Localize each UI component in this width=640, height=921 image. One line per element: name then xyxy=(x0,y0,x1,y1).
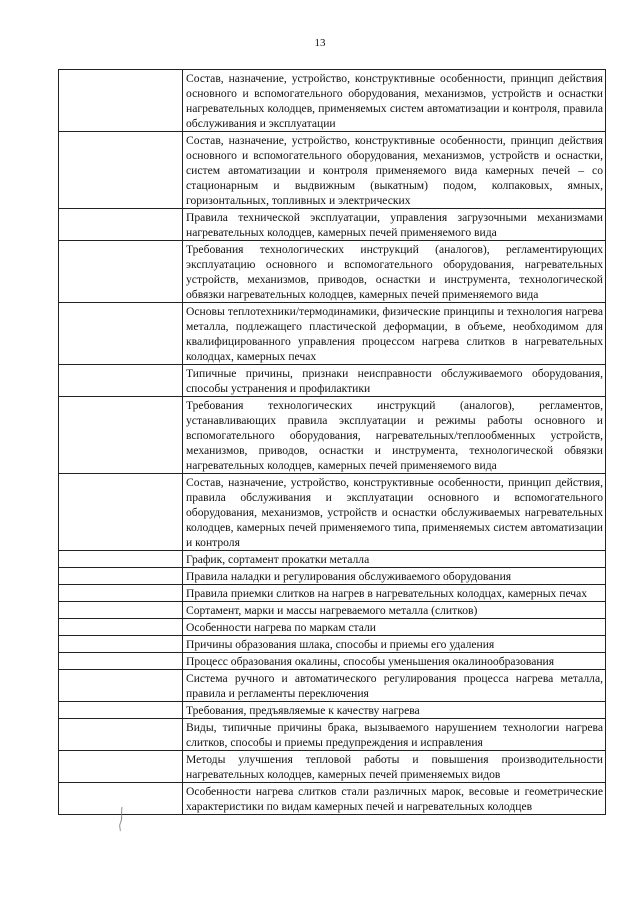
table-row xyxy=(59,636,606,653)
row-content-cell xyxy=(183,585,606,602)
knowledge-item-text: Состав, назначение, устройство, конструктивные особенности, принцип действия основного и вспомогательного оборудования, механизмов, устройств и оснастки, систем автоматизации и контроля применяемого вида камерных печей – со стационарным и выдвижным (выкатным) подом, колпаковых, ямных, горизонтальных, топливных и электрических xyxy=(186,134,603,207)
table-row xyxy=(59,751,606,783)
row-content-cell xyxy=(183,568,606,585)
row-label-cell xyxy=(59,241,183,303)
table-row xyxy=(59,70,606,132)
row-content-cell xyxy=(183,70,606,132)
table-row xyxy=(59,602,606,619)
row-label-cell xyxy=(59,702,183,719)
row-label-cell xyxy=(59,209,183,241)
row-content-cell xyxy=(183,397,606,474)
requirements-table-body xyxy=(59,70,606,815)
table-row xyxy=(59,397,606,474)
row-label-cell xyxy=(59,397,183,474)
table-row xyxy=(59,209,606,241)
row-label-cell xyxy=(59,719,183,751)
row-label-cell xyxy=(59,653,183,670)
pen-mark-scribble xyxy=(118,806,124,832)
row-content-cell xyxy=(183,783,606,815)
table-row xyxy=(59,702,606,719)
table-row xyxy=(59,365,606,397)
row-label-cell xyxy=(59,602,183,619)
row-label-cell xyxy=(59,585,183,602)
knowledge-item-text: Виды, типичные причины брака, вызываемого нарушением технологии нагрева слитков, способы и приемы предупреждения и исправления xyxy=(186,721,603,749)
knowledge-item-text: Требования технологических инструкций (аналогов), регламентирующих эксплуатацию основного и вспомогательного оборудования, нагревательных устройств, механизмов, приводов, оснастки и инструмента, технологической обвязки нагревательных колодцев, камерных печей применяемого вида xyxy=(186,243,603,301)
knowledge-item-text: Типичные причины, признаки неисправности обслуживаемого оборудования, способы устранения и профилактики xyxy=(186,367,603,395)
row-label-cell xyxy=(59,636,183,653)
row-content-cell xyxy=(183,751,606,783)
knowledge-item-text: Требования технологических инструкций (аналогов), регламентов, устанавливающих правила эксплуатации и режимы работы основного и вспомогательного оборудования, нагревательных/теплообменных устройств, механизмов, приводов, оснастки и инструмента, технологической обвязки нагревательных колодцев, камерных печей применяемого вида xyxy=(186,399,603,472)
table-row xyxy=(59,585,606,602)
row-content-cell xyxy=(183,702,606,719)
row-content-cell xyxy=(183,636,606,653)
row-content-cell xyxy=(183,653,606,670)
knowledge-item-text: Процесс образования окалины, способы уменьшения окалинообразования xyxy=(186,655,555,668)
knowledge-item-text: Основы теплотехники/термодинамики, физические принципы и технология нагрева металла, подлежащего пластической деформации, в объеме, необходимом для квалифицированного управления процессом нагрева слитков в нагревательных колодцах, камерных печах xyxy=(186,305,603,363)
table-row xyxy=(59,474,606,551)
knowledge-item-text: Методы улучшения тепловой работы и повышения производительности нагревательных колодцев, камерных печей применяемых видов xyxy=(186,753,603,781)
table-row xyxy=(59,303,606,365)
table-row xyxy=(59,132,606,209)
row-content-cell xyxy=(183,474,606,551)
row-content-cell xyxy=(183,365,606,397)
table-row xyxy=(59,670,606,702)
row-content-cell xyxy=(183,551,606,568)
table-row xyxy=(59,241,606,303)
knowledge-item-text: Правила технической эксплуатации, управления загрузочными механизмами нагревательных колодцев, камерных печей применяемого вида xyxy=(186,211,603,239)
knowledge-item-text: Правила приемки слитков на нагрев в нагревательных колодцах, камерных печах xyxy=(186,587,588,600)
row-content-cell xyxy=(183,670,606,702)
table-row xyxy=(59,719,606,751)
knowledge-item-text: Сортамент, марки и массы нагреваемого металла (слитков) xyxy=(186,604,478,617)
knowledge-item-text: График, сортамент прокатки металла xyxy=(186,553,370,566)
row-label-cell xyxy=(59,474,183,551)
page-number: 13 xyxy=(314,37,326,49)
table-row xyxy=(59,783,606,815)
knowledge-item-text: Требования, предъявляемые к качеству нагрева xyxy=(186,704,420,717)
knowledge-item-text: Состав, назначение, устройство, конструктивные особенности, принцип действия основного и вспомогательного оборудования, механизмов, устройств и оснастки нагревательных колодцев, применяемых систем автоматизации и контроля, правила обслуживания и эксплуатации xyxy=(186,72,603,130)
row-label-cell xyxy=(59,70,183,132)
row-label-cell xyxy=(59,365,183,397)
knowledge-item-text: Правила наладки и регулирования обслуживаемого оборудования xyxy=(186,570,512,583)
row-content-cell xyxy=(183,303,606,365)
row-content-cell xyxy=(183,241,606,303)
row-label-cell xyxy=(59,619,183,636)
table-row xyxy=(59,568,606,585)
row-content-cell xyxy=(183,602,606,619)
row-label-cell xyxy=(59,551,183,568)
row-content-cell xyxy=(183,209,606,241)
row-label-cell xyxy=(59,751,183,783)
row-label-cell xyxy=(59,303,183,365)
knowledge-item-text: Причины образования шлака, способы и приемы его удаления xyxy=(186,638,495,651)
row-content-cell xyxy=(183,619,606,636)
table-row xyxy=(59,551,606,568)
knowledge-item-text: Особенности нагрева слитков стали различных марок, весовые и геометрические характеристики по видам камерных печей и нагревательных колодцев xyxy=(186,785,603,813)
row-content-cell xyxy=(183,132,606,209)
knowledge-item-text: Особенности нагрева по маркам стали xyxy=(186,621,376,634)
row-label-cell xyxy=(59,568,183,585)
row-label-cell xyxy=(59,670,183,702)
row-label-cell xyxy=(59,132,183,209)
table-row xyxy=(59,619,606,636)
row-content-cell xyxy=(183,719,606,751)
requirements-table xyxy=(58,69,606,815)
table-row xyxy=(59,653,606,670)
knowledge-item-text: Система ручного и автоматического регулирования процесса нагрева металла, правила и регламенты переключения xyxy=(186,672,603,700)
knowledge-item-text: Состав, назначение, устройство, конструктивные особенности, принцип действия, правила обслуживания и эксплуатации основного и вспомогательного оборудования, механизмов, устройств и оснастки обслуживаемых нагревательных колодцев, камерных печей применяемого типа, применяемых систем автоматизации и контроля xyxy=(186,476,603,549)
